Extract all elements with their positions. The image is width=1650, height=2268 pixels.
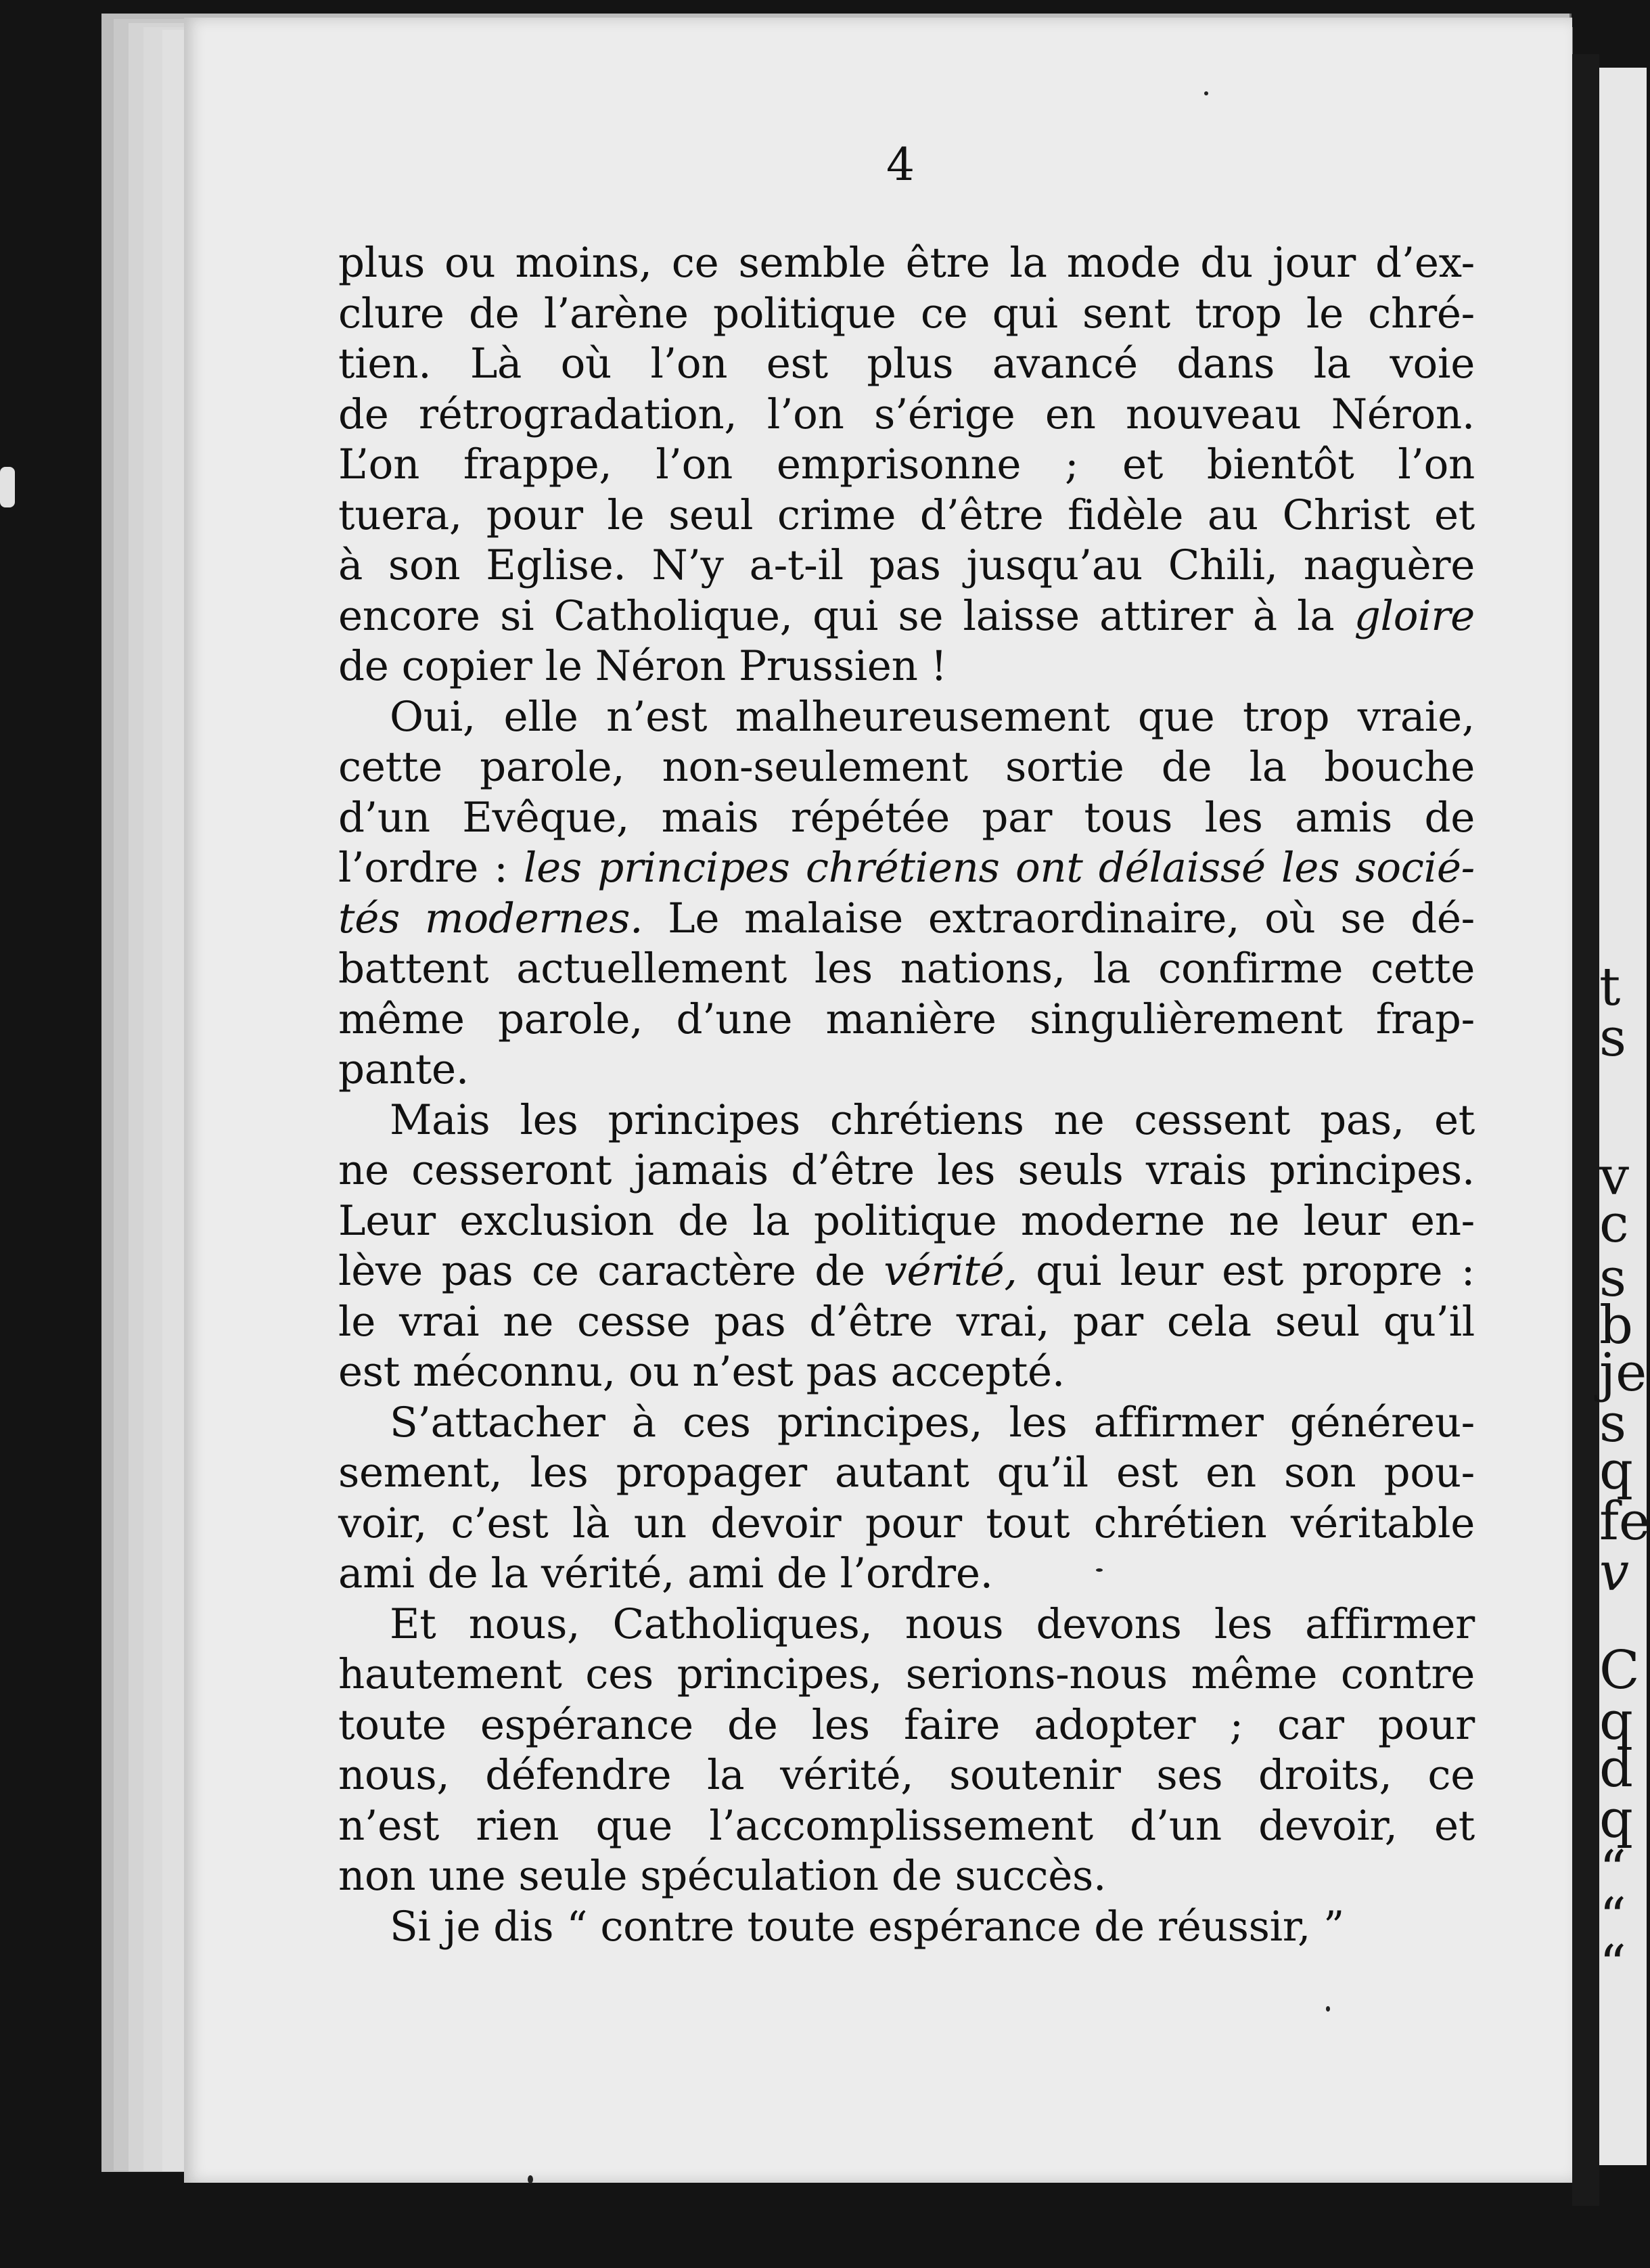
text-line [338,591,1475,642]
text-run: de copier le Néron Prussien ! [338,642,947,690]
italic-text: gloire [1354,591,1475,640]
facing-page-letter: q [1599,1441,1633,1501]
text-run: encore si Catholique, qui se laisse attirer à la [338,591,1354,640]
text-line [338,1801,1475,1852]
text-run: Et nous, Catholiques, nous devons les affirmer [390,1600,1475,1648]
text-run: toute espérance de les faire adopter ; car pour [338,1700,1475,1749]
text-line [338,995,1475,1045]
text-line [338,238,1475,289]
text-run: nous, défendre la vérité, soutenir ses droits, ce [338,1751,1475,1799]
text-line [338,541,1475,591]
facing-page-letter: s [1599,1393,1627,1454]
text-line [338,1196,1475,1247]
book-gutter [1572,54,1599,2206]
text-run: de rétrogradation, l’on s’érige en nouveau Néron. [338,390,1475,438]
text-line [338,1095,1475,1146]
facing-page-letter: C [1599,1640,1640,1701]
text-line [338,894,1475,945]
scan-speck [528,2175,533,2183]
text-run: Si je dis “ contre toute espérance de réussir, ” [390,1902,1345,1951]
text-run: plus ou moins, ce semble être la mode du jour d’ex- [338,239,1475,287]
text-run: d’un Evêque, mais répétée par tous les amis de [338,793,1475,842]
text-line [338,440,1475,491]
text-run: est méconnu, ou n’est pas accepté. [338,1348,1065,1396]
text-run: Le malaise extraordinaire, où se dé- [643,894,1475,943]
scan-speck [1204,91,1208,95]
text-line [338,1398,1475,1449]
text-line [338,1851,1475,1902]
text-run: L’on frappe, l’on emprisonne ; et bientôt l’on [338,440,1475,489]
italic-text: tés modernes. [338,894,643,943]
facing-page-letter: “ [1599,1887,1626,1948]
text-run: n’est rien que l’accomplissement d’un devoir, et [338,1801,1475,1850]
text-run: cette parole, non-seulement sortie de la bouche [338,743,1475,791]
facing-page-letter: fe [1599,1491,1650,1552]
scan-speck [1326,2006,1330,2012]
text-run: Mais les principes chrétiens ne cessent pas, et [390,1095,1475,1144]
text-line [338,1499,1475,1549]
facing-page-letter: v [1599,1542,1630,1603]
text-line [338,1902,1475,1953]
facing-page-letter: s [1599,1007,1627,1068]
text-run: Oui, elle n’est malheureusement que trop vraie, [390,692,1475,741]
text-run: l’ordre : [338,844,524,892]
text-run: à son Eglise. N’y a-t-il pas jusqu’au Chili, naguère [338,541,1475,589]
facing-page-letter: v [1599,1146,1630,1207]
text-line [338,1297,1475,1348]
text-run: le vrai ne cesse pas d’être vrai, par cela seul qu’il [338,1297,1475,1346]
text-run: voir, c’est là un devoir pour tout chrétien véritable [338,1499,1475,1547]
text-run: tuera, pour le seul crime d’être fidèle au Christ et [338,491,1475,539]
text-line [338,1700,1475,1751]
text-line [338,1045,1475,1095]
body-text [338,238,1475,1952]
text-line [338,742,1475,793]
facing-page-letter: d [1599,1738,1633,1799]
text-line [338,339,1475,390]
text-run: qui leur est propre : [1017,1247,1475,1295]
text-line [338,390,1475,440]
scan-blot [0,467,15,507]
text-line [338,793,1475,844]
facing-page-letter: je [1599,1342,1647,1403]
text-line [338,1347,1475,1398]
text-line [338,944,1475,995]
text-run: pante. [338,1045,469,1093]
text-run: sement, les propager autant qu’il est en son pou- [338,1449,1475,1497]
facing-page-letter: b [1599,1295,1633,1356]
text-run: tien. Là où l’on est plus avancé dans la voie [338,340,1475,388]
text-run: lève pas ce caractère de [338,1247,884,1295]
page-number: 4 [886,139,915,191]
italic-text: vérité, [884,1247,1017,1295]
text-line [338,1750,1475,1801]
text-line [338,1246,1475,1297]
text-run: battent actuellement les nations, la confirme cette [338,945,1475,993]
text-line [338,491,1475,541]
facing-page-letter: q [1599,1789,1633,1850]
text-line [338,1650,1475,1700]
text-line [338,1146,1475,1196]
text-line [338,692,1475,743]
facing-page-letter: c [1599,1194,1629,1254]
text-run: S’attacher à ces principes, les affirmer généreu- [390,1398,1475,1447]
text-run: Leur exclusion de la politique moderne ne leur en- [338,1196,1475,1245]
facing-page-letter: t [1599,957,1621,1018]
text-line [338,641,1475,692]
italic-text: les principes chrétiens ont délaissé les socié- [523,844,1475,892]
text-line [338,289,1475,340]
text-line [338,1549,1475,1600]
text-line [338,1600,1475,1650]
text-run: non une seule spéculation de succès. [338,1852,1107,1900]
text-line [338,1448,1475,1499]
text-run: ne cesseront jamais d’être les seuls vrais principes. [338,1146,1475,1194]
scan-speck [1096,1568,1103,1572]
facing-page-letter: q [1599,1691,1633,1752]
facing-page-letter: “ [1599,1840,1626,1901]
text-run: même parole, d’une manière singulièrement frap- [338,995,1475,1043]
text-run: clure de l’arène politique ce qui sent trop le chré- [338,289,1475,338]
facing-page-letter: “ [1599,1934,1626,1995]
text-line [338,843,1475,894]
facing-page-letter: s [1599,1248,1627,1309]
text-run: hautement ces principes, serions-nous même contre [338,1650,1475,1698]
text-run: ami de la vérité, ami de l’ordre. [338,1549,993,1597]
